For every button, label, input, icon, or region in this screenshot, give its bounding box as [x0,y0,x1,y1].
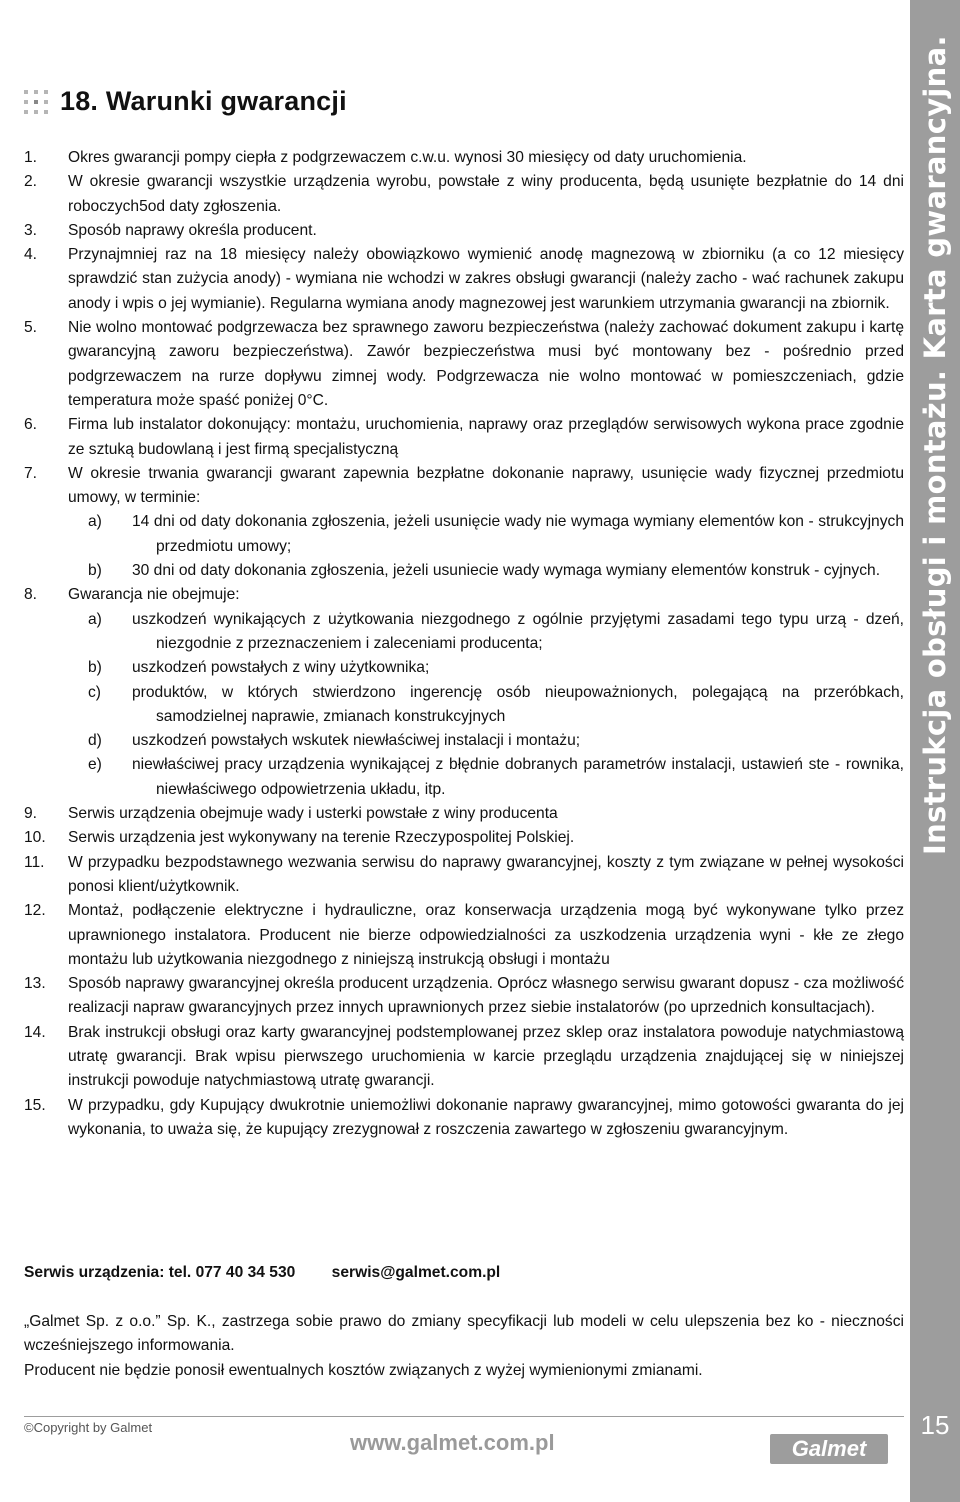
sub-item-text: uszkodzeń powstałych wskutek niewłaściwej instalacji i montażu; [132,732,581,750]
item-number: 10. [24,829,46,847]
item-text: Okres gwarancji pompy ciepła z podgrzewaczem c.w.u. wynosi 30 miesięcy od daty uruchomienia. [68,149,747,166]
list-item [24,219,904,243]
item-number: 8. [24,586,38,604]
sub-item-letter: b) [88,562,102,580]
sub-item-text: produktów, w których stwierdzono ingerencję osób nieupoważnionych, polegającą na przeróbkach, samodzielnej naprawie, zmianach konstrukcyjnych [132,683,904,725]
item-number: 15. [24,1096,46,1114]
item-number: 7. [24,464,38,482]
item-number: 12. [24,902,46,920]
note-paragraph: „Galmet Sp. z o.o.” Sp. K., zastrzega sobie prawo do zmiany specyfikacji lub modeli w celu ulepszenia bez ko - nieczności wcześniejszego informowania. [24,1313,904,1355]
sub-item-text: niewłaściwej pracy urządzenia wynikającej z błędnie dobranych parametrów instalacji, ustawień ste - rownika, niewłaściwego odpowietrzenia układu, itp. [132,756,904,798]
service-phone: Serwis urządzenia: tel. 077 40 34 530 [24,1264,296,1281]
item-number: 3. [24,221,38,239]
list-item [24,826,904,850]
item-number: 14. [24,1023,46,1041]
item-text: Przynajmniej raz na 18 miesięcy należy obowiązkowo wymienić anodę magnezową w zbiorniku (a co 12 miesięcy sprawdzić stan zużycia anody) - wymiana nie wchodzi w zakres obsługi gwarancji (należy zacho - wać rachunek zakupu anody i wpis o jej wymianie). Regularna wymiana anody magnezowej jest warunkiem utrzymania gwarancji na zbiornik. [68,246,904,312]
item-text: W przypadku bezpodstawnego wezwania serwisu do naprawy gwarancyjnej, koszty z tym związane w pełnej wysokości ponosi klient/użytkownik. [68,853,904,895]
list-item [24,1094,904,1143]
list-item [24,413,904,462]
sub-item-letter: a) [88,513,102,531]
footer-divider [24,1416,904,1417]
item-number: 1. [24,149,38,166]
sub-item [68,729,904,753]
list-item [24,146,904,170]
dot-grid-icon [24,90,48,114]
list-item [24,851,904,900]
item-text: Firma lub instalator dokonujący: montażu, uruchomienia, naprawy oraz przeglądów serwisowych wykona prace zgodnie ze sztuką budowlaną i jest firmą specjalistyczną [68,416,904,458]
item-text: Montaż, podłączenie elektryczne i hydrauliczne, oraz konserwacja urządzenia mogą być wykonywane tylko przez uprawnionego instalatora. Producent nie bierze odpowiedzialności za uszkodzenia urządzenia wyni - kłe ze złego montażu lub użytkowania niezgodnego z niniejszą instrukcją obsługi i montażu [68,902,904,968]
list-item [24,462,904,583]
sub-item [68,608,904,657]
sub-item [68,656,904,680]
item-number: 13. [24,975,46,993]
item-number: 5. [24,319,38,337]
item-number: 11. [24,853,45,871]
sub-item-text: 30 dni od daty dokonania zgłoszenia, jeżeli usuniecie wady wymaga wymiany elementów konstruk - cyjnych. [132,562,881,580]
list-item [24,899,904,972]
sub-item-letter: d) [88,732,102,750]
sub-item-letter: e) [88,756,102,774]
list-item [24,243,904,316]
page-number: 15 [920,1410,950,1440]
item-number: 6. [24,416,38,434]
item-text: Sposób naprawy określa producent. [68,221,317,239]
list-item [24,316,904,413]
item-text: Brak instrukcji obsługi oraz karty gwarancyjnej podstemplowanej przez sklep oraz instalatora powoduje natychmiastową utratę gwarancji. Brak wpisu pierwszego uruchomienia w karcie przeglądu urządzenia znajdującej się w niniejszej instrukcji powoduje natychmiastową utratę gwarancji. [68,1023,904,1090]
sub-item-letter: c) [88,683,101,701]
sub-item-text: uszkodzeń powstałych z winy użytkownika; [132,659,430,677]
item-text: Serwis urządzenia obejmuje wady i usterki powstałe z winy producenta [68,805,558,823]
page-title: 18. Warunki gwarancji [60,86,347,116]
list-item [24,802,904,826]
sub-item-text: 14 dni od daty dokonania zgłoszenia, jeżeli usunięcie wady nie wymaga wymiany elementów kon - strukcyjnych przedmiotu umowy; [132,513,904,555]
item-text: Nie wolno montować podgrzewacza bez sprawnego zaworu bezpieczeństwa (należy zachować dokument zakupu i kartę gwarancyjną zaworu bezpieczeństwa). Zawór bezpieczeństwa musi być montowany bez - pośrednio przed podgrzewaczem na rurze dopływu zimnej wody. Podgrzewacza nie wolno montować w pomieszczeniach, gdzie temperatura może spaść poniżej 0°C. [68,319,904,409]
list-item [24,972,904,1021]
copyright: ©Copyright by Galmet [24,1420,153,1435]
sub-item-letter: b) [88,659,102,677]
list-item [24,1021,904,1094]
sub-item-letter: a) [88,610,102,628]
sub-item [68,753,904,802]
item-text: W okresie gwarancji wszystkie urządzenia wyrobu, powstałe z winy producenta, będą usunięte bezpłatnie do 14 dni roboczych5od daty zgłoszenia. [68,173,904,215]
item-text: Sposób naprawy gwarancyjnej określa producent urządzenia. Oprócz własnego serwisu gwarant dopusz - cza możliwość realizacji napraw gwarancyjnych przez innych uprawnionych przez siebie instalatorów (po uprzednich konsultacjach). [68,975,904,1017]
sub-item [68,681,904,730]
galmet-logo: Galmet [770,1434,888,1464]
sub-item [68,510,904,559]
list-item [24,583,904,802]
sidebar-title: Instrukcja obsługi i montażu. Karta gwarancyjna. [918,35,952,855]
item-text: Gwarancja nie obejmuje: [68,586,240,604]
item-text: W okresie trwania gwarancji gwarant zapewnia bezpłatne dokonanie naprawy, usunięcie wady fizycznej przedmiotu umowy, w terminie: [68,464,904,507]
notes [24,1310,904,1383]
item-number: 4. [24,246,38,264]
note-paragraph: Producent nie będzie ponosił ewentualnych kosztów związanych z wyżej wymienionymi zmianami. [24,1361,703,1379]
list-item [24,170,904,219]
item-text: Serwis urządzenia jest wykonywany na terenie Rzeczypospolitej Polskiej. [68,829,575,847]
item-number: 2. [24,173,38,191]
website-link[interactable]: www.galmet.com.pl [350,1430,555,1455]
warranty-conditions-list [24,146,904,1142]
sub-item-text: uszkodzeń wynikających z użytkowania niezgodnego z ogólnie przyjętymi zasadami tego typu urzą - dzeń, niezgodnie z przeznaczeniem i zaleceniami producenta; [132,610,904,652]
sub-item [68,559,904,583]
item-text: W przypadku, gdy Kupujący dwukrotnie uniemożliwi dokonanie naprawy gwarancyjnej, mimo gotowości gwaranta do jej wykonania, to uważa się, że kupujący zrezygnował z roszczenia zawartego w zgłoszeniu gwarancyjnym. [68,1096,904,1138]
item-number: 9. [24,805,38,823]
service-contact [24,1264,532,1282]
service-email[interactable]: serwis@galmet.com.pl [331,1264,501,1281]
section-heading [24,86,347,117]
